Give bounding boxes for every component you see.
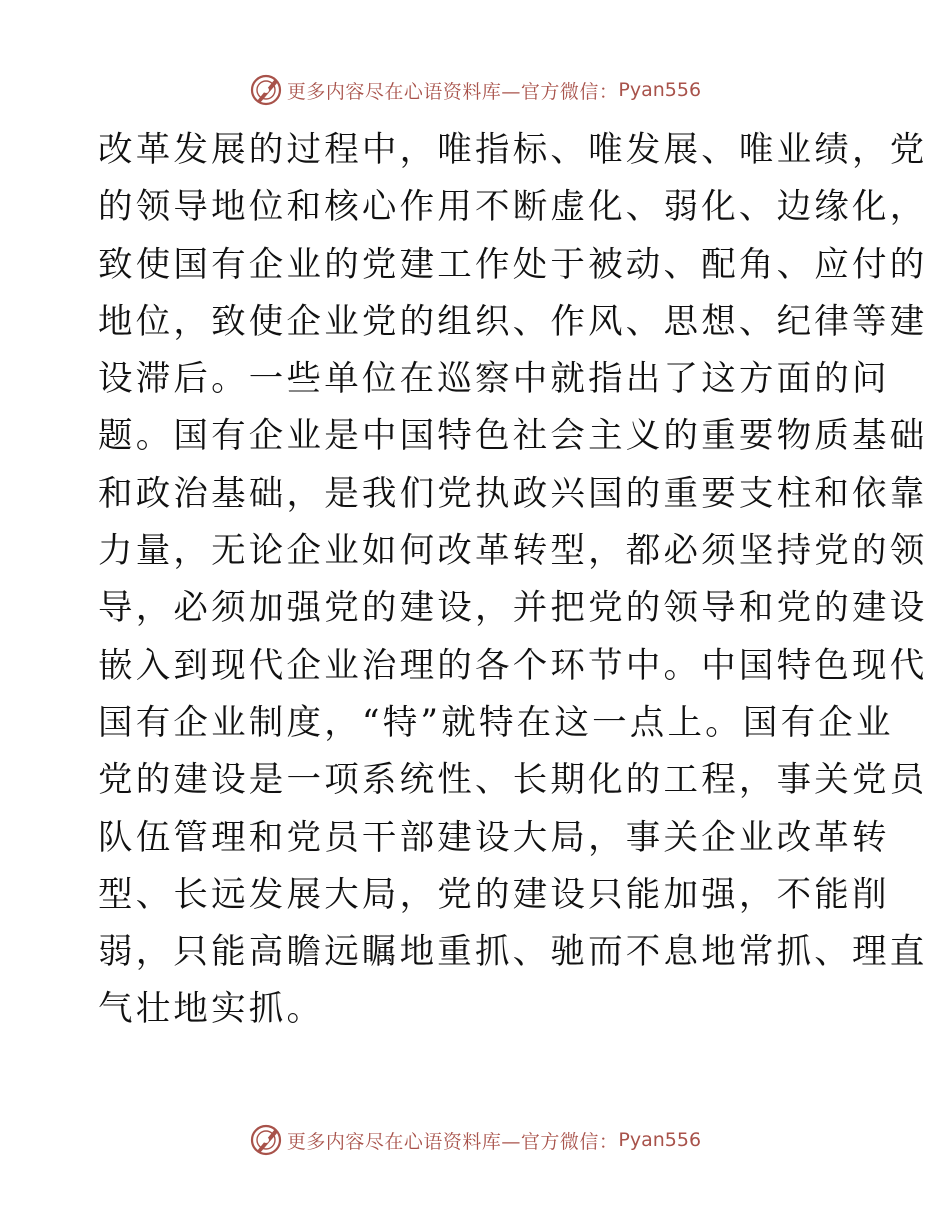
- paragraph-line: 的领导地位和核心作用不断虚化、弱化、边缘化，: [98, 187, 928, 228]
- document-body: [98, 122, 928, 1039]
- paragraph-line: 导，必须加强党的建设，并把党的领导和党的建设: [98, 588, 928, 629]
- header-banner: [0, 70, 950, 110]
- quill-seal-logo-icon: [249, 1123, 283, 1157]
- paragraph-line: 设滞后。一些单位在巡察中就指出了这方面的问: [98, 359, 890, 400]
- paragraph-line: 国有企业制度，“特”就特在这一点上。国有企业: [98, 702, 894, 743]
- paragraph-line: 题。国有企业是中国特色社会主义的重要物质基础: [98, 416, 928, 457]
- quill-seal-logo-icon: [249, 73, 283, 107]
- footer-banner-wechat: Pyan556: [618, 1129, 702, 1151]
- paragraph-line: 队伍管理和党员干部建设大局，事关企业改革转: [98, 817, 890, 858]
- paragraph-line: 嵌入到现代企业治理的各个环节中。中国特色现代: [98, 645, 928, 686]
- paragraph-line: 改革发展的过程中，唯指标、唯发展、唯业绩，党: [98, 130, 928, 170]
- footer-banner-text: 更多内容尽在心语资料库—官方微信：: [286, 1130, 619, 1153]
- paragraph-line: 致使国有企业的党建工作处于被动、配角、应付的: [98, 244, 928, 285]
- header-banner-wechat: Pyan556: [618, 79, 702, 101]
- paragraph-line: 地位，致使企业党的组织、作风、思想、纪律等建: [98, 301, 928, 342]
- paragraph-line: 气壮地实抓。: [98, 989, 325, 1030]
- paragraph-line: 型、长远发展大局，党的建设只能加强，不能削: [98, 874, 890, 915]
- paragraph-line: 党的建设是一项系统性、长期化的工程，事关党员: [98, 760, 928, 801]
- paragraph-line: 弱，只能高瞻远瞩地重抓、驰而不息地常抓、理直: [98, 932, 928, 973]
- header-banner-text: 更多内容尽在心语资料库—官方微信：: [286, 80, 619, 103]
- footer-banner: [0, 1120, 950, 1160]
- paragraph-line: 和政治基础，是我们党执政兴国的重要支柱和依靠: [98, 473, 928, 514]
- paragraph-line: 力量，无论企业如何改革转型，都必须坚持党的领: [98, 531, 928, 572]
